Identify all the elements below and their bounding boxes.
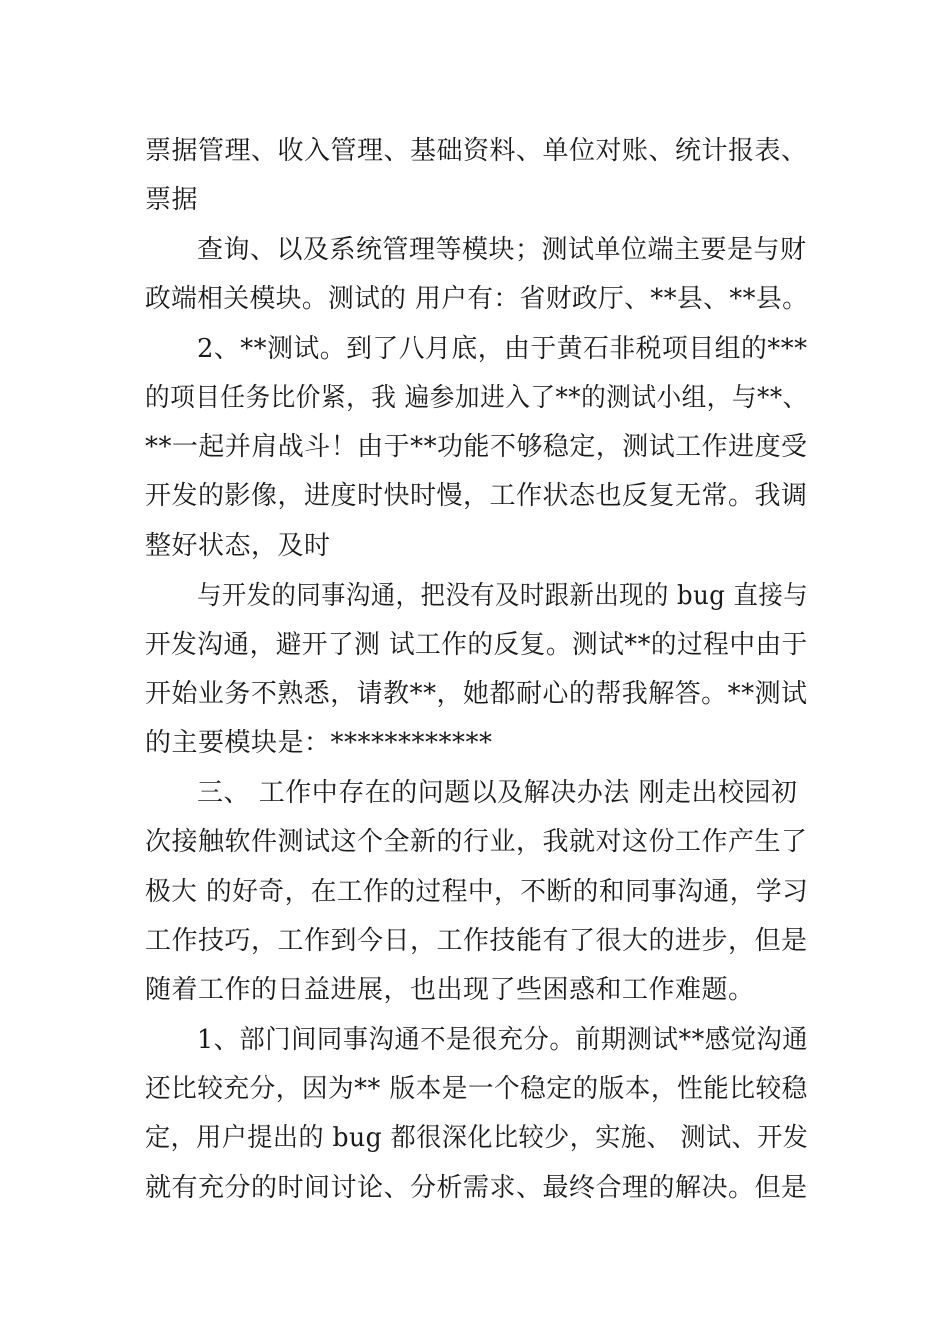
text-line: 整好状态，及时 [145,531,331,561]
paragraph-line: 查询、以及系统管理等模块；测试单位端主要是与财 [197,235,807,265]
text-line: 还比较充分，因为** 版本是一个稳定的版本，性能比较稳 [145,1074,808,1104]
text-line: **一起并肩战斗！由于**功能不够稳定，测试工作进度受 [145,432,808,462]
paragraph-line: 2、**测试。到了八月底，由于黄石非税项目组的*** [197,334,808,364]
paragraph-line: 1、部门间同事沟通不是很充分。前期测试**感觉沟通 [197,1025,809,1055]
text-line: 的主要模块是：************ [145,728,493,758]
paragraph-line: 三、 工作中存在的问题以及解决办法 刚走出校园初 [197,778,798,808]
text-line: 票据 [145,185,199,215]
text-line: 次接触软件测试这个全新的行业，我就对这份工作产生了 [145,827,808,857]
text-line: 的项目任务比价紧，我 遍参加进入了**的测试小组，与**、 [145,383,808,413]
text-line: 随着工作的日益进展，也出现了些困惑和工作难题。 [145,975,755,1005]
text-line: 工作技巧，工作到今日，工作技能有了很大的进步，但是 [145,926,808,956]
text-line: 票据管理、收入管理、基础资料、单位对账、统计报表、 [145,136,808,166]
text-line: 开发沟通，避开了测 试工作的反复。测试**的过程中由于 [145,630,808,660]
text-line: 政端相关模块。测试的 用户有：省财政厅、**县、**县。 [145,284,809,314]
paragraph-line: 与开发的同事沟通，把没有及时跟新出现的 bug 直接与 [197,581,809,611]
text-line: 开发的影像，进度时快时慢，工作状态也反复无常。我调 [145,481,808,511]
text-line: 极大 的好奇，在工作的过程中，不断的和同事沟通，学习 [145,877,809,907]
text-line: 开始业务不熟悉，请教**，她都耐心的帮我解答。**测试 [145,679,808,709]
text-line: 就有充分的时间讨论、分析需求、最终合理的解决。但是 [145,1173,808,1203]
text-line: 定，用户提出的 bug 都很深化比较少，实施、 测试、开发 [145,1123,809,1153]
